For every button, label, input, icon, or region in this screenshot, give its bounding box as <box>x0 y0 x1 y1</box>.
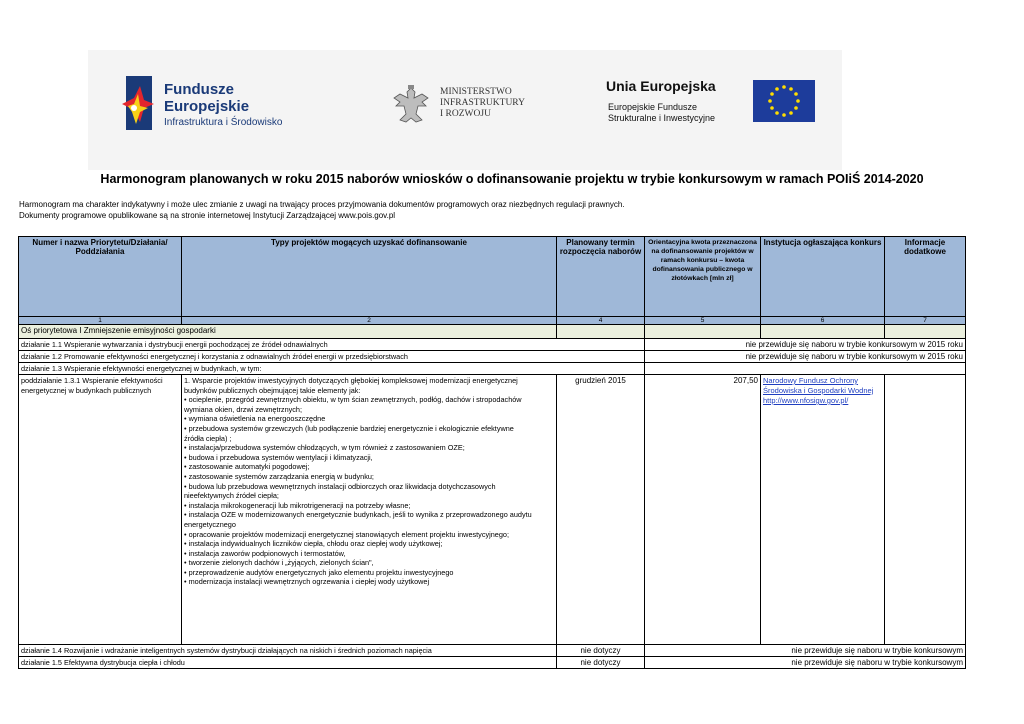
list-item: • instalacja OZE w modernizowanych energetycznie budynkach, jeśli to wynika z przeprowadzonego audytu <box>184 510 532 520</box>
list-item: • instalacja mikrokogeneracji lub mikrotrigeneracji na potrzeby własne; <box>184 500 411 510</box>
list-item: • opracowanie projektów modernizacji energetycznej stanowiących element projektu inwestycyjnego; <box>184 529 510 539</box>
row-label: poddziałanie 1.3.1 Wspieranie efektywności energetycznej w budynkach publicznych <box>19 375 182 645</box>
list-item: energetycznego <box>184 519 236 529</box>
column-number: 6 <box>761 317 885 325</box>
header-start-date: Planowany termin rozpoczęcia naborów <box>557 237 645 317</box>
list-item: • budowa lub przebudowa wewnętrznych instalacji odbiorczych oraz likwidacja dotychczasowych <box>184 481 496 491</box>
list-item: wymiana okien, drzwi zewnętrznych; <box>184 404 303 414</box>
list-item: budynków publicznych obejmującej takie elementy jak: <box>184 385 361 395</box>
column-number: 5 <box>645 317 761 325</box>
table-row <box>19 363 966 375</box>
list-item: • instalacja indywidualnych liczników ciepła, chłodu oraz ciepłej wody użytkowej; <box>184 539 443 549</box>
list-item: • budowa i przebudowa systemów wentylacji i klimatyzacji, <box>184 452 373 462</box>
axis-row <box>19 325 966 339</box>
header-info: Informacje dodatkowe <box>885 237 966 317</box>
table-row <box>19 645 966 657</box>
table-row <box>19 339 966 351</box>
institution <box>761 375 885 645</box>
start-date: grudzień 2015 <box>557 375 645 645</box>
list-item: źródła ciepła) ; <box>184 433 232 443</box>
list-item: 1. Wsparcie projektów inwestycyjnych dotyczących głębokiej kompleksowej modernizacji energetycznej <box>184 376 518 385</box>
list-item: • tworzenie zielonych dachów i „żyjących, zielonych ścian", <box>184 558 374 568</box>
table-row <box>19 657 966 669</box>
row-label: działanie 1.3 Wspieranie efektywności energetycznej w budynkach, w tym: <box>19 363 645 375</box>
eu-subtitle-line1: Europejskie Fundusze <box>608 102 698 112</box>
ministry-line1: MINISTERSTWO <box>440 87 512 97</box>
list-item: nieefektywnych źródeł ciepła; <box>184 491 279 501</box>
institution-link-line2[interactable]: Środowiska i Gospodarki Wodnej <box>763 386 874 395</box>
table-row <box>19 351 966 363</box>
list-item: • instalacja zaworów podpionowych i termostatów, <box>184 548 346 558</box>
list-item: • wymiana oświetlenia na energooszczędne <box>184 414 326 424</box>
ministry-line2: INFRASTRUKTURY <box>440 98 525 108</box>
fe-title-line2: Europejskie <box>164 98 250 115</box>
row-label: działanie 1.4 Rozwijanie i wdrażanie inteligentnych systemów dystrybucji działających na niskich i średnich poziomach napięcia <box>19 645 557 657</box>
row-info: nie przewiduje się naboru w trybie konkursowym <box>645 657 966 669</box>
list-item: • zastosowanie automatyki pogodowej; <box>184 462 310 472</box>
institution-url-link[interactable]: http://www.nfosigw.gov.pl/ <box>763 396 849 405</box>
column-number: 4 <box>557 317 645 325</box>
row-info: nie przewiduje się naboru w trybie konkursowym <box>645 645 966 657</box>
fe-title-line1: Fundusze <box>164 81 234 98</box>
schedule-table <box>18 236 966 669</box>
table-row <box>19 375 966 645</box>
header-priority: Numer i nazwa Priorytetu/Działania/ Poddziałania <box>19 237 182 317</box>
axis-label: Oś priorytetowa I Zmniejszenie emisyjności gospodarki <box>19 325 557 339</box>
fe-subtitle: Infrastruktura i Środowisko <box>164 117 283 128</box>
fundusze-europejskie-logo <box>120 74 320 134</box>
row-label: działanie 1.1 Wspieranie wytwarzania i dystrybucji energii pochodzącej ze źródeł odnawialnych <box>19 339 645 351</box>
list-item: • ocieplenie, przegród zewnętrznych obiektu, w tym ścian zewnętrznych, podłóg, dachów i stropodachów <box>184 395 522 405</box>
ministry-line3: I ROZWOJU <box>440 109 491 119</box>
list-item: • zastosowanie systemów zarządzania energią w budynku; <box>184 471 374 481</box>
row-label: działanie 1.2 Promowanie efektywności energetycznej i korzystania z odnawialnych źródeł energii w przedsiębiorstwach <box>19 351 645 363</box>
row-info: nie przewiduje się naboru w trybie konkursowym w 2015 roku <box>645 351 966 363</box>
header-project-types: Typy projektów mogących uzyskać dofinansowanie <box>182 237 557 317</box>
eu-subtitle-line2: Strukturalne i Inwestycyjne <box>608 113 716 123</box>
eu-title: Unia Europejska <box>606 78 716 94</box>
fe-star-icon <box>120 74 156 132</box>
header-row <box>19 237 966 317</box>
column-number: 7 <box>885 317 966 325</box>
start-date: nie dotyczy <box>557 657 645 669</box>
project-types-list <box>182 375 557 645</box>
institution-link-line1[interactable]: Narodowy Fundusz Ochrony <box>763 376 859 385</box>
eagle-emblem-icon <box>392 84 430 126</box>
list-item: • modernizacja instalacji wewnętrznych ogrzewania i ciepłej wody użytkowej <box>184 577 430 587</box>
column-number: 2 <box>182 317 557 325</box>
amount: 207,50 <box>645 375 761 645</box>
row-info: nie przewiduje się naboru w trybie konkursowym w 2015 roku <box>645 339 966 351</box>
row-label: działanie 1.5 Efektywna dystrybucja ciepła i chłodu <box>19 657 557 669</box>
header-amount: Orientacyjna kwota przeznaczona na dofinansowanie projektów w ramach konkursu – kwota dofinansowania publicznego w złotówkach [mln zł] <box>645 237 761 317</box>
note-line: Dokumenty programowe opublikowane są na stronie internetowej Instytucji Zarządzającej www.pois.gov.pl <box>19 211 396 220</box>
list-item: • instalacja/przebudowa systemów chłodzących, w tym również z zastosowaniem OZE; <box>184 443 465 453</box>
header-institution: Instytucja ogłaszająca konkurs <box>761 237 885 317</box>
column-number: 1 <box>19 317 182 325</box>
list-item: • przebudowa systemów grzewczych (lub podłączenie bardziej energetycznie i ekologicznie efektywne <box>184 423 514 433</box>
start-date: nie dotyczy <box>557 645 645 657</box>
column-numbers-row <box>19 317 966 325</box>
note-line: Harmonogram ma charakter indykatywny i może ulec zmianie z uwagi na trwający proces przyjmowania dokumentów programowych oraz niezbędnych regulacji prawnych. <box>19 200 625 209</box>
notes <box>19 199 625 221</box>
list-item: • przeprowadzenie audytów energetycznych jako elementu projektu inwestycyjnego <box>184 567 454 577</box>
eu-flag-icon <box>753 80 815 122</box>
page-title: Harmonogram planowanych w roku 2015 naborów wniosków o dofinansowanie projektu w trybie konkursowym w ramach POIiŚ 2014-2020 <box>100 172 924 186</box>
